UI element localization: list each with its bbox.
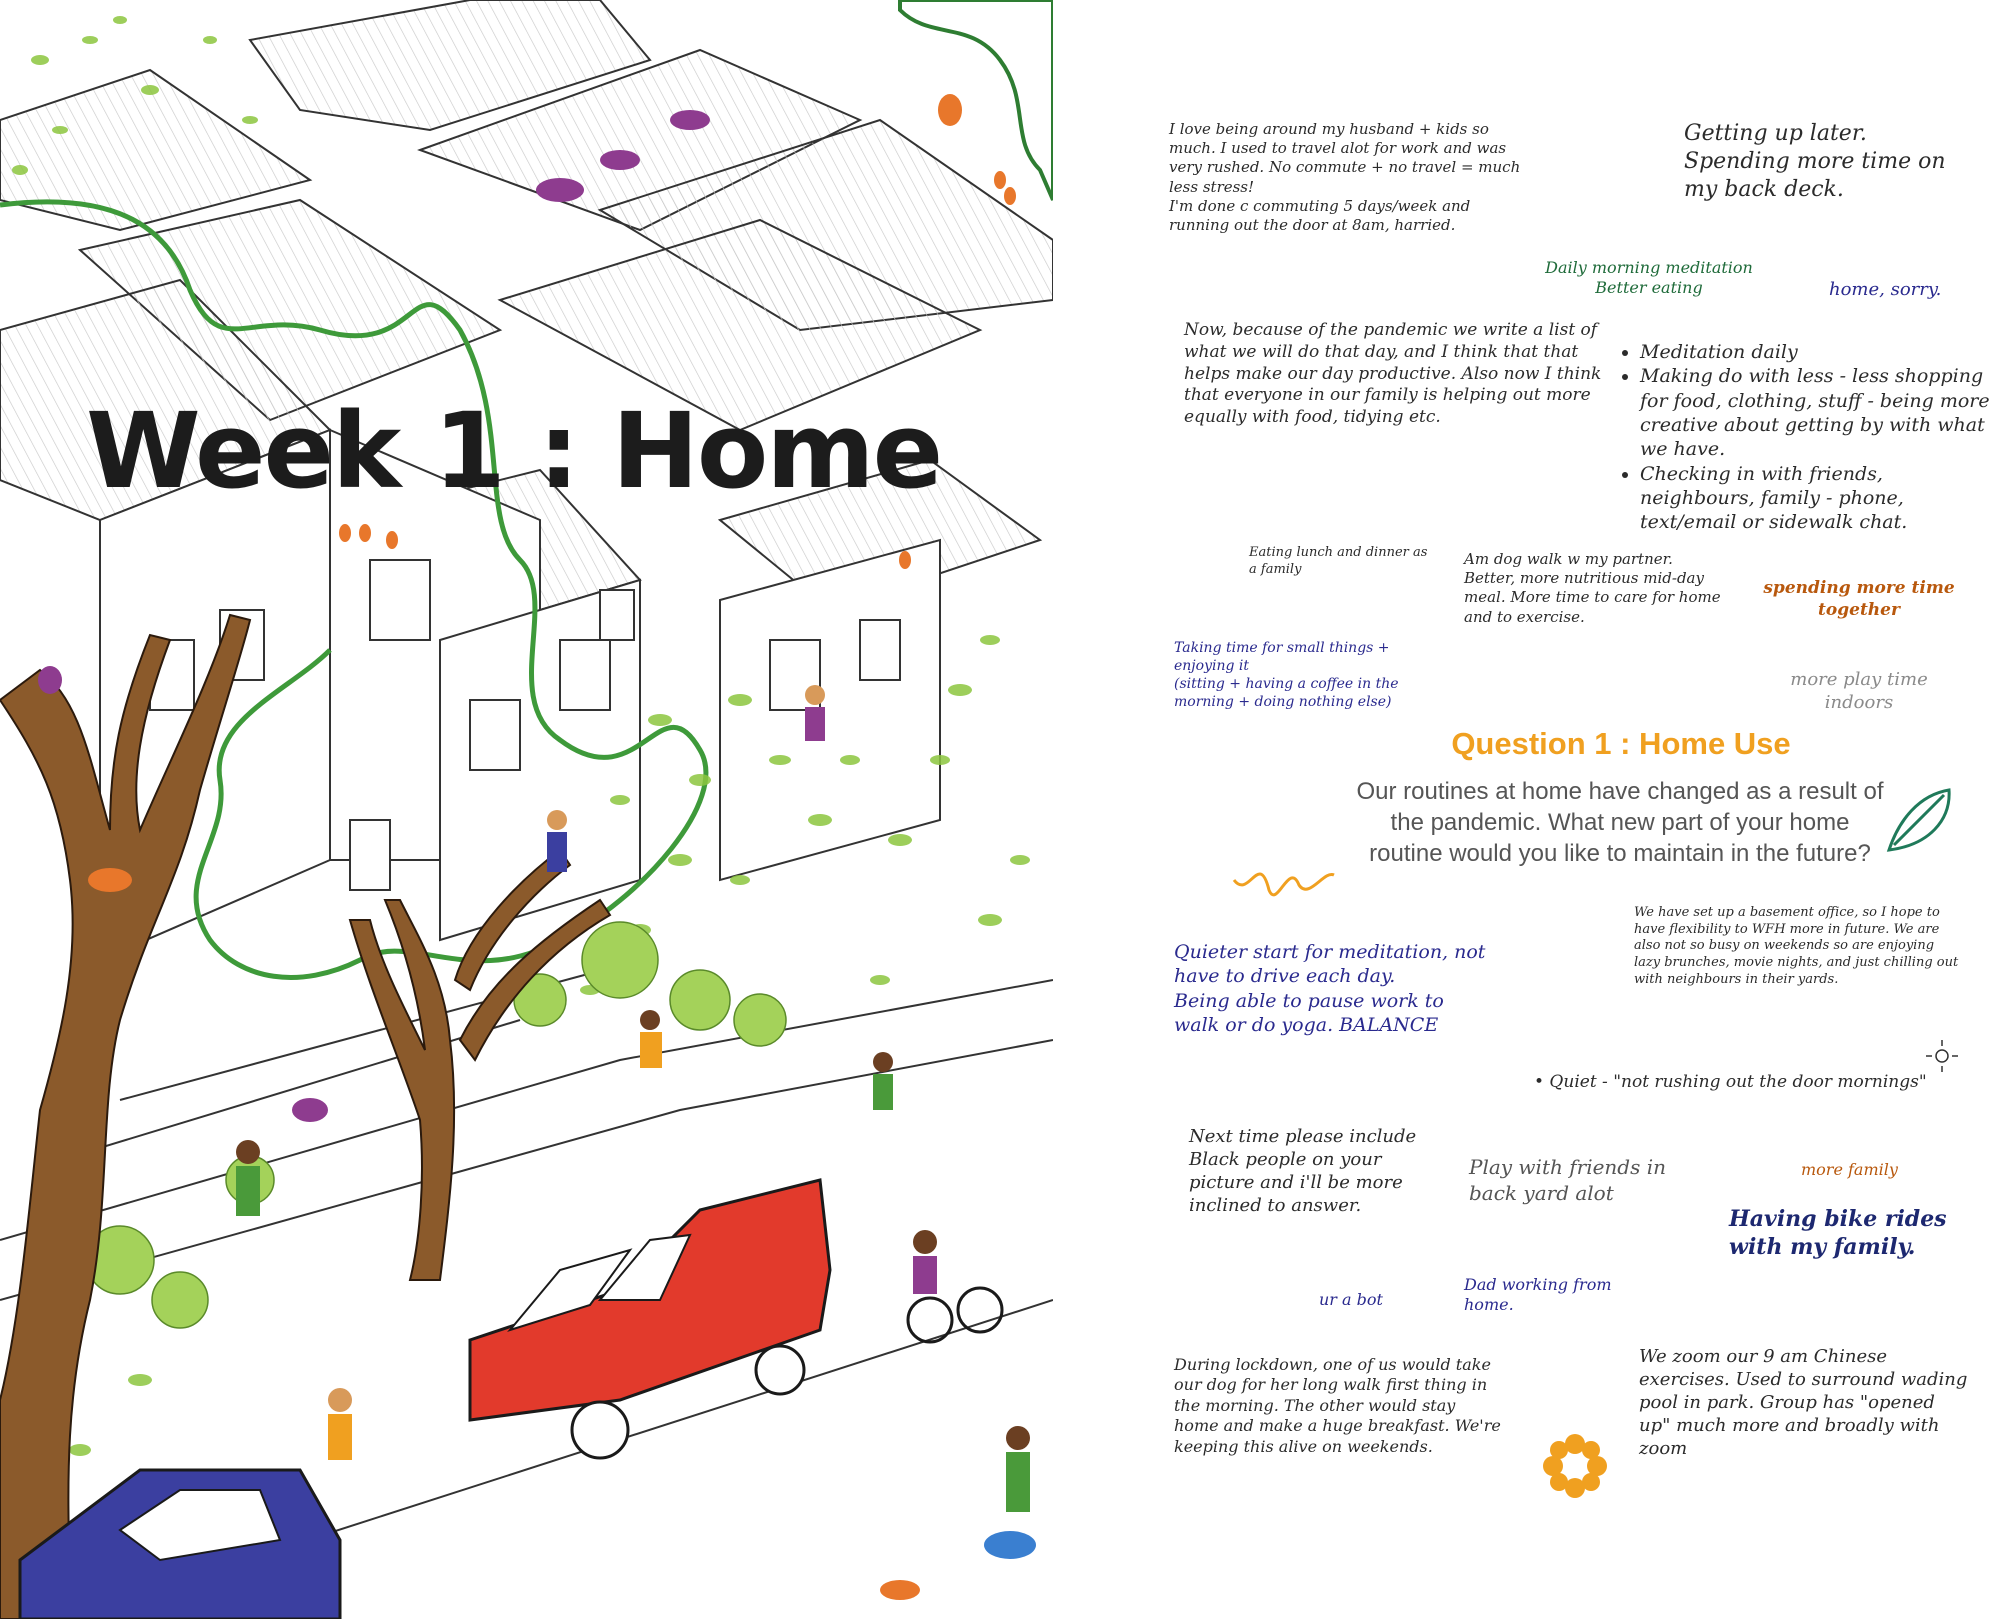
note-home-sorry: home, sorry. bbox=[1829, 279, 1942, 300]
note-quiet-mornings: • Quiet - "not rushing out the door mornings" bbox=[1534, 1072, 1927, 1092]
note-list-of-what: Now, because of the pandemic we write a list of what we will do that day, and I think that that helps make our day productive. Also now I think that everyone in our family is helping out more equally with food, tidying etc. bbox=[1184, 320, 1602, 427]
bullet-meditation-daily: • Meditation daily bbox=[1640, 340, 1990, 364]
red-pickup-truck bbox=[470, 1180, 830, 1458]
page-divider bbox=[1053, 0, 1109, 1619]
dogs bbox=[880, 1531, 1036, 1600]
sun-doodle-icon bbox=[1924, 1038, 1960, 1074]
note-dad-working: Dad working from home. bbox=[1464, 1275, 1612, 1315]
note-zoom-chinese: We zoom our 9 am Chinese exercises. Used to surround wading pool in park. Group has "opened up" much more and broadly with zoom bbox=[1639, 1346, 1968, 1460]
poster-title: Week 1 : Home bbox=[86, 390, 942, 512]
note-quieter-start: Quieter start for meditation, not have to drive each day. Being able to pause work to walk or do yoga. BALANCE bbox=[1174, 941, 1486, 1036]
note-basement-office: We have set up a basement office, so I hope to have flexibility to WFH more in future. We are also not so busy on weekends so are enjoying lazy brunches, movie nights, and just chilling out with neighbours in their yards. bbox=[1634, 905, 1959, 987]
note-small-things: Taking time for small things + enjoying it (sitting + having a coffee in the morning + doing nothing else) bbox=[1174, 640, 1399, 710]
doodle-scribble bbox=[1229, 840, 1339, 910]
doodle-leaf bbox=[1879, 780, 1959, 860]
note-play-with-friends: Play with friends in back yard alot bbox=[1469, 1155, 1667, 1205]
note-spending-more-time: spending more time together bbox=[1763, 578, 1955, 620]
question-body: Our routines at home have changed as a result of the pandemic. What new part of your home routine would you like to maintain in the future? bbox=[1356, 778, 1884, 868]
note-dog-walk: Am dog walk w my partner. Better, more nutritious mid-day meal. More time to care for home and to exercise. bbox=[1464, 550, 1721, 626]
flower-icon bbox=[1539, 1430, 1611, 1502]
note-ur-a-bot: ur a bot bbox=[1319, 1290, 1383, 1309]
note-bike-rides: Having bike rides with my family. bbox=[1729, 1206, 1947, 1261]
note-meditation-bullets bbox=[1614, 340, 1990, 535]
note-eating-lunch: Eating lunch and dinner as a family bbox=[1249, 545, 1428, 577]
note-more-play-time: more play time indoors bbox=[1790, 669, 1928, 714]
note-more-family: more family bbox=[1801, 1160, 1898, 1179]
bullet-making-do: • Making do with less - less shopping for food, clothing, stuff - being more creative about getting by with what we have. bbox=[1640, 364, 1990, 461]
comment-board bbox=[1109, 0, 2000, 1619]
question-title: Question 1 : Home Use bbox=[1451, 726, 1791, 761]
bullet-checking-in: • Checking in with friends, neighbours, family - phone, text/email or sidewalk chat. bbox=[1640, 462, 1990, 535]
note-next-time: Next time please include Black people on your picture and i'll be more inclined to answer. bbox=[1189, 1126, 1417, 1217]
note-daily-meditation: Daily morning meditation Better eating bbox=[1545, 258, 1753, 298]
note-getting-up-later: Getting up later. Spending more time on my back deck. bbox=[1684, 121, 1946, 203]
note-husband-kids: I love being around my husband + kids so much. I used to travel alot for work and was very rushed. No commute + no travel = much less stress! I'm done c commuting 5 days/week and running out the door at 8am, harried. bbox=[1169, 120, 1521, 234]
note-lockdown: During lockdown, one of us would take our dog for her long walk first thing in the morning. The other would stay home and make a huge breakfast. We're keeping this alive on weekends. bbox=[1174, 1355, 1501, 1456]
